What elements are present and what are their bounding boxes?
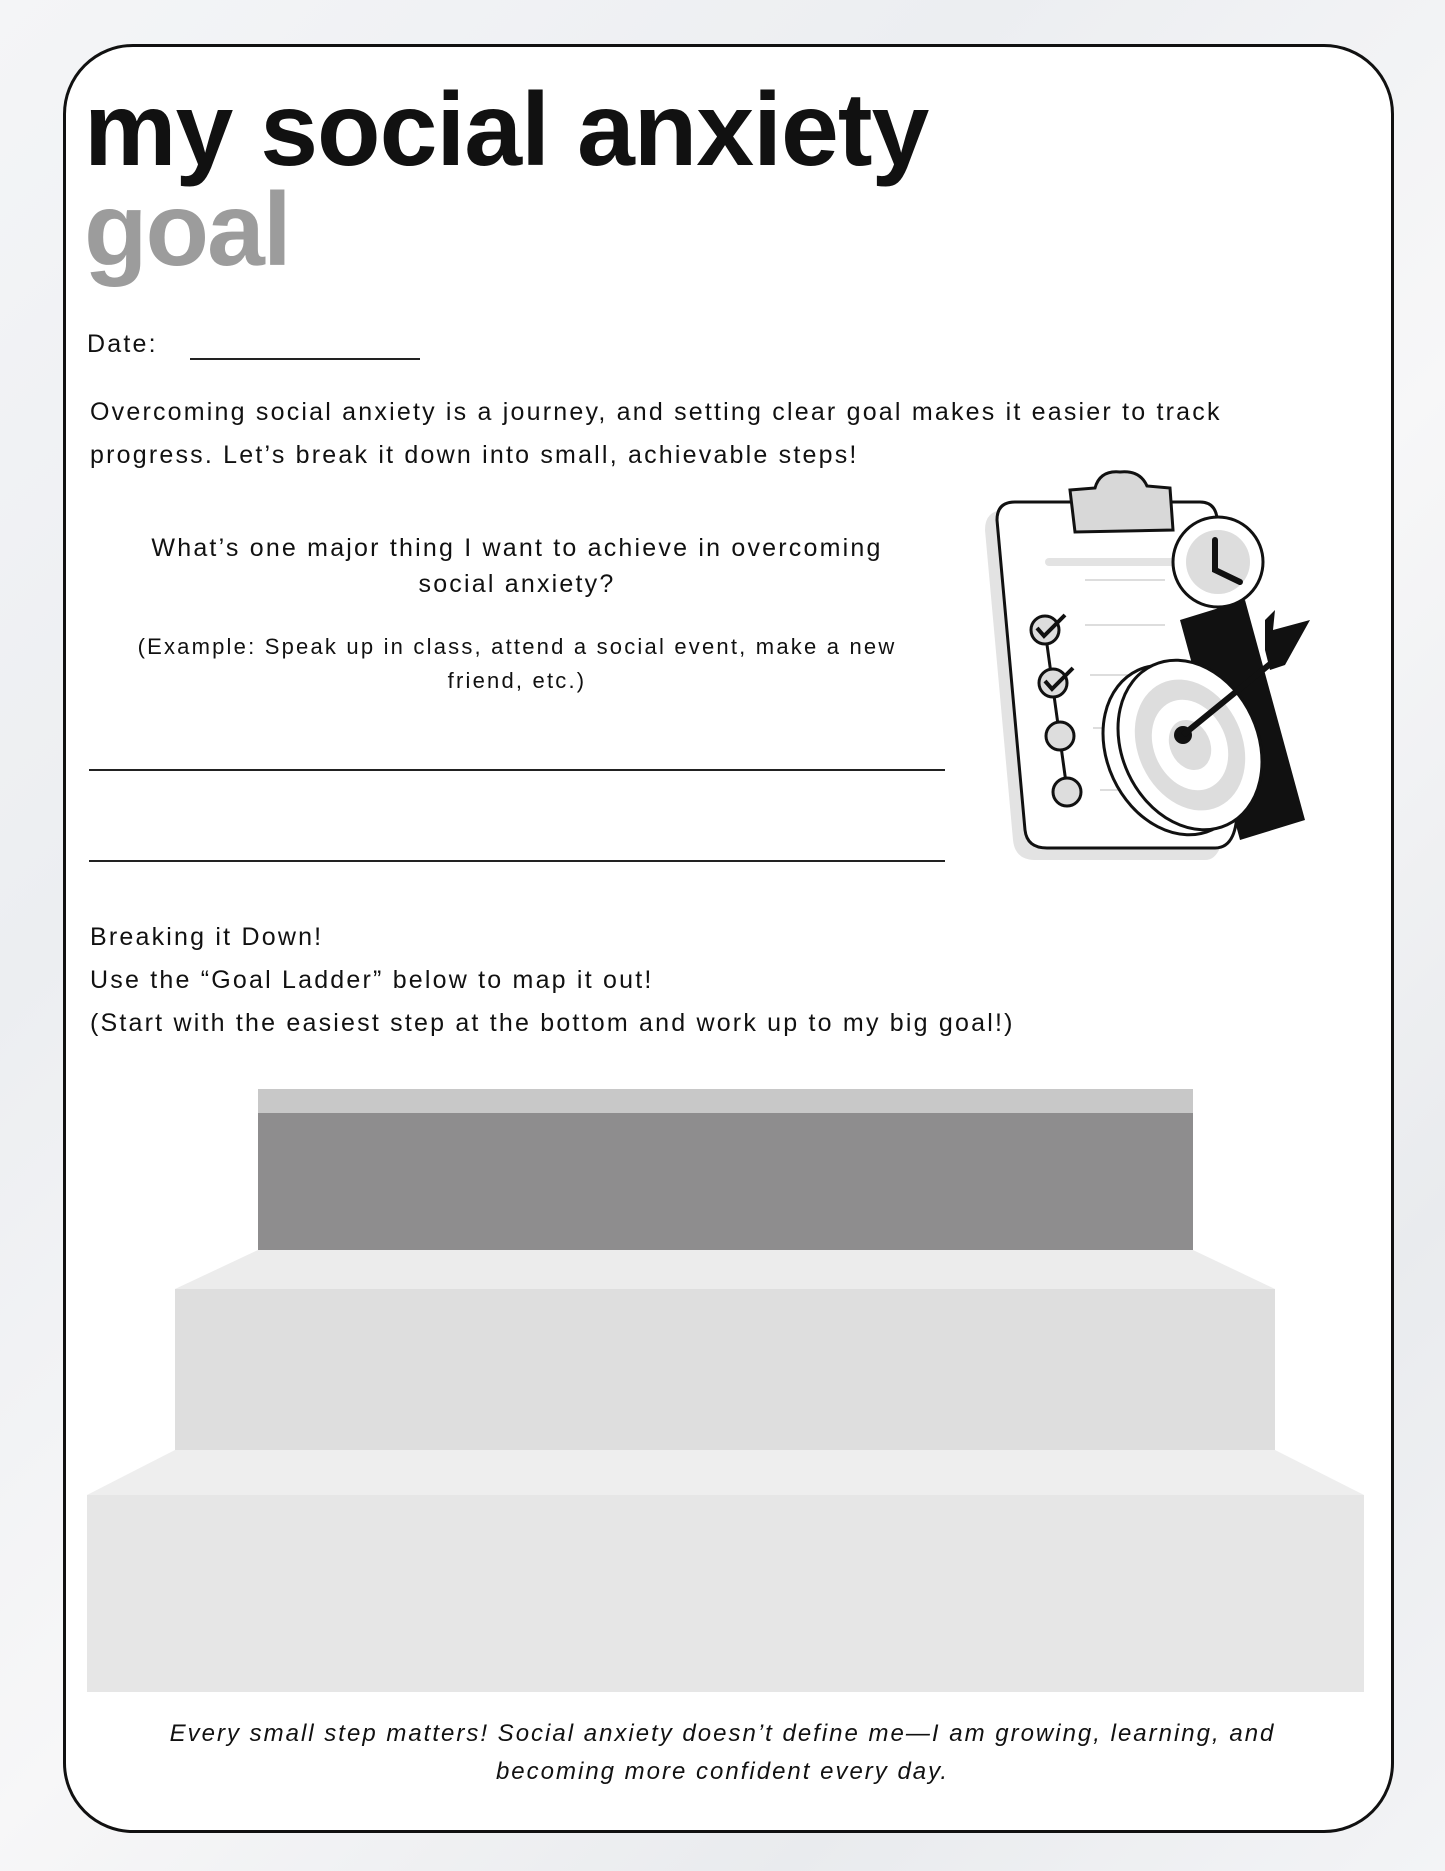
ladder-bottom-tread <box>87 1450 1364 1495</box>
page-subtitle: goal <box>84 172 290 288</box>
ladder-top-tread <box>258 1089 1193 1113</box>
footer-line2: becoming more confident every day. <box>495 1758 950 1785</box>
goal-question-line2: social anxiety? <box>418 570 616 598</box>
page-title: my social anxiety <box>84 72 929 188</box>
ladder-step-3-goal[interactable] <box>258 1113 1193 1250</box>
ladder-step-1-easiest[interactable] <box>87 1495 1364 1692</box>
ladder-middle-tread <box>175 1250 1275 1289</box>
date-label: Date: <box>87 330 158 358</box>
footer-line1: Every small step matters! Social anxiety doesn’t define me—I am growing, learning, and <box>169 1720 1276 1747</box>
breakdown-instruction: Use the “Goal Ladder” below to map it out! <box>90 966 654 994</box>
goal-example-line2: friend, etc.) <box>447 668 587 693</box>
encouragement-footer <box>110 1715 1335 1791</box>
goal-question-line1: What’s one major thing I want to achieve in overcoming <box>151 534 883 562</box>
ladder-step-2[interactable] <box>175 1289 1275 1450</box>
breakdown-note: (Start with the easiest step at the bottom and work up to my big goal!) <box>90 1009 1015 1037</box>
breakdown-heading: Breaking it Down! <box>90 923 324 951</box>
intro-text-line1: Overcoming social anxiety is a journey, and setting clear goal makes it easier to track <box>90 398 1222 426</box>
goal-example-line1: (Example: Speak up in class, attend a social event, make a new <box>137 634 897 659</box>
intro-text-line2: progress. Let’s break it down into small, achievable steps! <box>90 441 859 469</box>
